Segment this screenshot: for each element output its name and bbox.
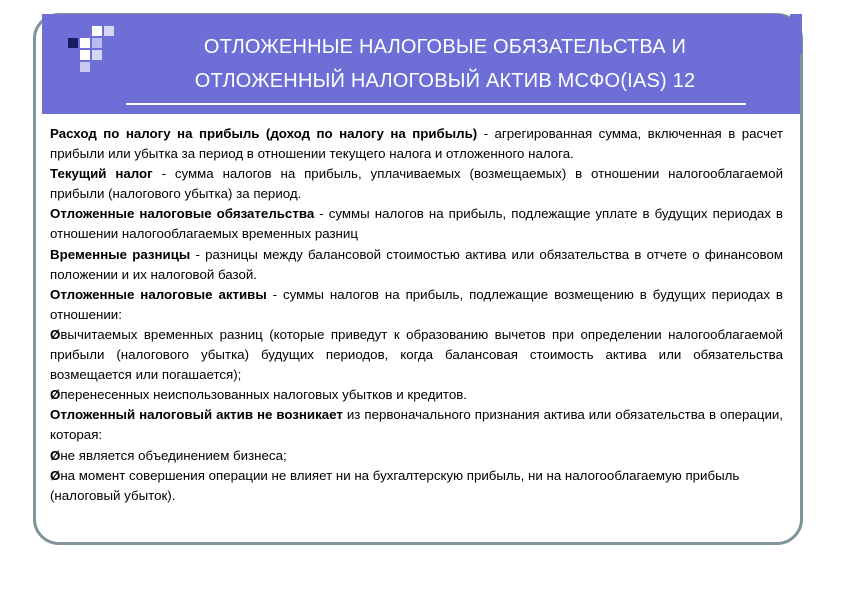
- title-underline: [126, 103, 746, 105]
- list-item-text: не является объединением бизнеса;: [60, 447, 287, 463]
- definition-deferred-tax-asset-exception: [50, 405, 783, 445]
- list-item: [50, 385, 783, 405]
- arrow-bullet-icon: Ø: [50, 467, 61, 483]
- term: Текущий налог: [50, 166, 153, 182]
- list-item-text: перенесенных неиспользованных налоговых убытков и кредитов.: [60, 387, 467, 403]
- definition-text: - суммы налогов на прибыль, подлежащие возмещению в будущих периодах в отношении:: [50, 286, 783, 322]
- definition-text: - агрегированная сумма, включенная в расчет прибыли или убытка за период в отношении текущего налога и отложенного налога.: [50, 126, 783, 162]
- title-line-1: ОТЛОЖЕННЫЕ НАЛОГОВЫЕ ОБЯЗАТЕЛЬСТВА И: [203, 36, 687, 58]
- definition-text: - разницы между балансовой стоимостью актива или обязательства в отчете о финансовом положении и их налоговой базой.: [50, 246, 783, 282]
- definition-temporary-differences: [50, 245, 783, 285]
- list-item: [50, 325, 783, 385]
- list-item-text: вычитаемых временных разниц (которые приведут к образованию вычетов при определении налогооблагаемой прибыли (налогового убытка) будущих периодов, когда балансовая стоимость актива или обязательства возмещается или погашается);: [50, 326, 783, 383]
- title-line-2: ОТЛОЖЕННЫЙ НАЛОГОВЫЙ АКТИВ МСФО(IAS) 12: [194, 70, 696, 92]
- definition-deferred-tax-liabilities: [50, 204, 783, 244]
- list-item: [50, 446, 783, 466]
- term: Отложенный налоговый актив не возникает: [50, 407, 343, 423]
- term: Расход по налогу на прибыль (доход по налогу на прибыль): [50, 126, 478, 141]
- definition-income-tax-expense: [50, 124, 783, 164]
- list-item: [50, 466, 783, 506]
- checker-logo-icon: [68, 24, 116, 72]
- header-tab: [790, 14, 802, 54]
- definition-current-tax: [50, 164, 783, 204]
- term: Временные разницы: [50, 246, 191, 262]
- definition-deferred-tax-assets: [50, 285, 783, 325]
- definition-text: - сумма налогов на прибыль, уплачиваемых (возмещаемых) в отношении налогооблагаемой прибыли (налогового убытка) за период.: [50, 166, 783, 202]
- term: Отложенные налоговые обязательства: [50, 206, 315, 222]
- definition-text: - суммы налогов на прибыль, подлежащие уплате в будущих периодах в отношении налогооблагаемых временных разниц: [50, 206, 784, 242]
- arrow-bullet-icon: Ø: [50, 326, 61, 342]
- term: Отложенные налоговые активы: [50, 286, 267, 302]
- list-item-text: на момент совершения операции не влияет ни на бухгалтерскую прибыль, ни на налогооблагаемую прибыль (налоговый убыток).: [50, 467, 740, 503]
- slide-body: [50, 124, 783, 506]
- definition-text: из первоначального признания актива или обязательства в операции, которая:: [50, 407, 783, 443]
- arrow-bullet-icon: Ø: [50, 447, 61, 463]
- arrow-bullet-icon: Ø: [50, 387, 61, 403]
- page-title: [130, 30, 760, 98]
